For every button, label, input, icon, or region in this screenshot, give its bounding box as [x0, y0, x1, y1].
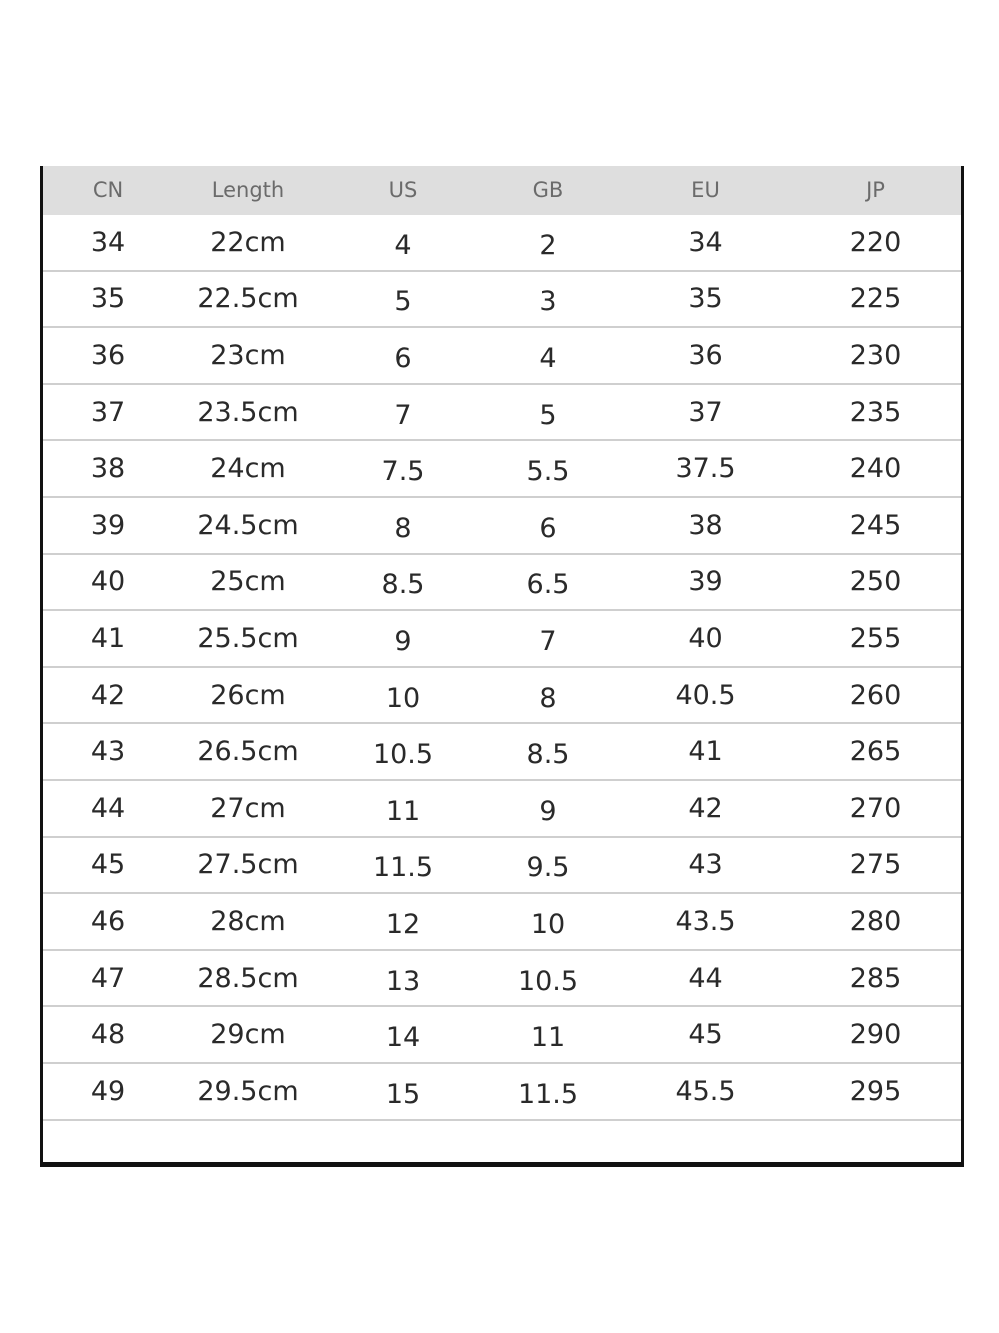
cell-us: 12: [385, 908, 421, 940]
table-row: [43, 272, 961, 329]
cell-gb: 10.5: [517, 965, 579, 997]
cell-length: 27.5cm: [197, 849, 299, 881]
header-us: US: [388, 178, 418, 202]
cell-jp: 285: [849, 962, 902, 994]
cell-gb: 4: [539, 342, 557, 374]
table-row: [43, 951, 961, 1008]
cell-cn: 49: [90, 1075, 126, 1107]
size-chart-table: [40, 166, 964, 1167]
cell-us: 8.5: [381, 569, 425, 601]
cell-eu: 35: [688, 283, 723, 315]
table-row: [43, 894, 961, 951]
cell-gb: 6.5: [526, 569, 570, 601]
cell-cn: 36: [90, 339, 126, 371]
cell-eu: 34: [688, 226, 723, 258]
cell-eu: 36: [688, 339, 723, 371]
cell-cn: 43: [90, 736, 126, 768]
table-row: [43, 611, 961, 668]
cell-length: 22cm: [210, 226, 286, 258]
cell-jp: 220: [849, 226, 902, 258]
cell-us: 13: [385, 965, 421, 997]
cell-length: 23.5cm: [197, 396, 299, 428]
cell-cn: 48: [90, 1019, 126, 1051]
cell-length: 26.5cm: [197, 736, 299, 768]
cell-jp: 295: [849, 1075, 902, 1107]
cell-gb: 8: [539, 682, 557, 714]
cell-eu: 37: [688, 396, 723, 428]
cell-us: 9: [394, 625, 412, 657]
cell-jp: 235: [849, 396, 902, 428]
cell-gb: 6: [539, 512, 557, 544]
cell-jp: 225: [849, 283, 902, 315]
cell-cn: 45: [90, 849, 126, 881]
table-row: [43, 498, 961, 555]
cell-eu: 42: [688, 792, 723, 824]
cell-gb: 2: [539, 229, 557, 261]
cell-jp: 270: [849, 792, 902, 824]
cell-cn: 39: [90, 509, 126, 541]
cell-gb: 10: [530, 908, 566, 940]
cell-eu: 45.5: [675, 1075, 736, 1107]
header-gb: GB: [532, 178, 564, 202]
cell-length: 25.5cm: [197, 622, 299, 654]
table-row: [43, 215, 961, 272]
cell-cn: 37: [90, 396, 126, 428]
cell-eu: 43.5: [675, 905, 736, 937]
cell-cn: 40: [90, 566, 126, 598]
cell-eu: 38: [688, 509, 723, 541]
cell-cn: 42: [90, 679, 126, 711]
cell-length: 28cm: [210, 905, 286, 937]
cell-gb: 5: [539, 399, 557, 431]
cell-cn: 41: [90, 622, 126, 654]
cell-length: 22.5cm: [197, 283, 299, 315]
cell-us: 5: [394, 286, 412, 318]
cell-gb: 8.5: [526, 739, 570, 771]
table-body: [43, 215, 961, 1121]
cell-us: 10.5: [372, 739, 434, 771]
cell-jp: 260: [849, 679, 902, 711]
cell-jp: 275: [849, 849, 902, 881]
cell-us: 11.5: [372, 852, 434, 884]
cell-us: 6: [394, 342, 412, 374]
cell-length: 29.5cm: [197, 1075, 299, 1107]
cell-us: 14: [385, 1022, 421, 1054]
table-row: [43, 441, 961, 498]
header-jp: JP: [866, 178, 885, 202]
cell-us: 15: [385, 1078, 421, 1110]
cell-gb: 7: [539, 625, 557, 657]
table-row: [43, 1064, 961, 1121]
cell-gb: 9.5: [526, 852, 570, 884]
header-length: Length: [211, 178, 285, 202]
table-row: [43, 555, 961, 612]
table-row: [43, 838, 961, 895]
table-row: [43, 781, 961, 838]
cell-gb: 3: [539, 286, 557, 318]
cell-jp: 245: [849, 509, 902, 541]
cell-cn: 35: [90, 283, 126, 315]
cell-length: 29cm: [210, 1019, 286, 1051]
cell-us: 7: [394, 399, 412, 431]
cell-gb: 5.5: [526, 456, 570, 488]
cell-cn: 38: [90, 453, 126, 485]
cell-cn: 46: [90, 905, 126, 937]
cell-cn: 44: [90, 792, 126, 824]
cell-eu: 45: [688, 1019, 723, 1051]
cell-eu: 43: [688, 849, 723, 881]
cell-eu: 40: [688, 622, 723, 654]
table-header-row: [43, 166, 961, 215]
cell-jp: 230: [849, 339, 902, 371]
header-eu: EU: [691, 178, 720, 202]
cell-length: 24.5cm: [197, 509, 299, 541]
table-row: [43, 385, 961, 442]
cell-cn: 47: [90, 962, 126, 994]
cell-eu: 40.5: [675, 679, 736, 711]
cell-length: 27cm: [210, 792, 286, 824]
cell-eu: 41: [688, 736, 723, 768]
cell-gb: 9: [539, 795, 557, 827]
cell-length: 26cm: [210, 679, 286, 711]
cell-length: 25cm: [210, 566, 286, 598]
cell-gb: 11: [530, 1022, 566, 1054]
cell-eu: 39: [688, 566, 723, 598]
cell-jp: 265: [849, 736, 902, 768]
table-row: [43, 668, 961, 725]
cell-length: 23cm: [210, 339, 286, 371]
cell-jp: 280: [849, 905, 902, 937]
table-row: [43, 328, 961, 385]
cell-us: 8: [394, 512, 412, 544]
header-cn: CN: [92, 178, 124, 202]
cell-us: 10: [385, 682, 421, 714]
cell-us: 4: [394, 229, 412, 261]
cell-us: 7.5: [381, 456, 425, 488]
cell-eu: 37.5: [675, 453, 736, 485]
cell-cn: 34: [90, 226, 126, 258]
table-row: [43, 724, 961, 781]
cell-eu: 44: [688, 962, 723, 994]
cell-jp: 250: [849, 566, 902, 598]
table-row: [43, 1007, 961, 1064]
cell-jp: 255: [849, 622, 902, 654]
cell-jp: 240: [849, 453, 902, 485]
cell-length: 28.5cm: [197, 962, 299, 994]
cell-jp: 290: [849, 1019, 902, 1051]
cell-gb: 11.5: [517, 1078, 579, 1110]
cell-us: 11: [385, 795, 421, 827]
cell-length: 24cm: [210, 453, 286, 485]
